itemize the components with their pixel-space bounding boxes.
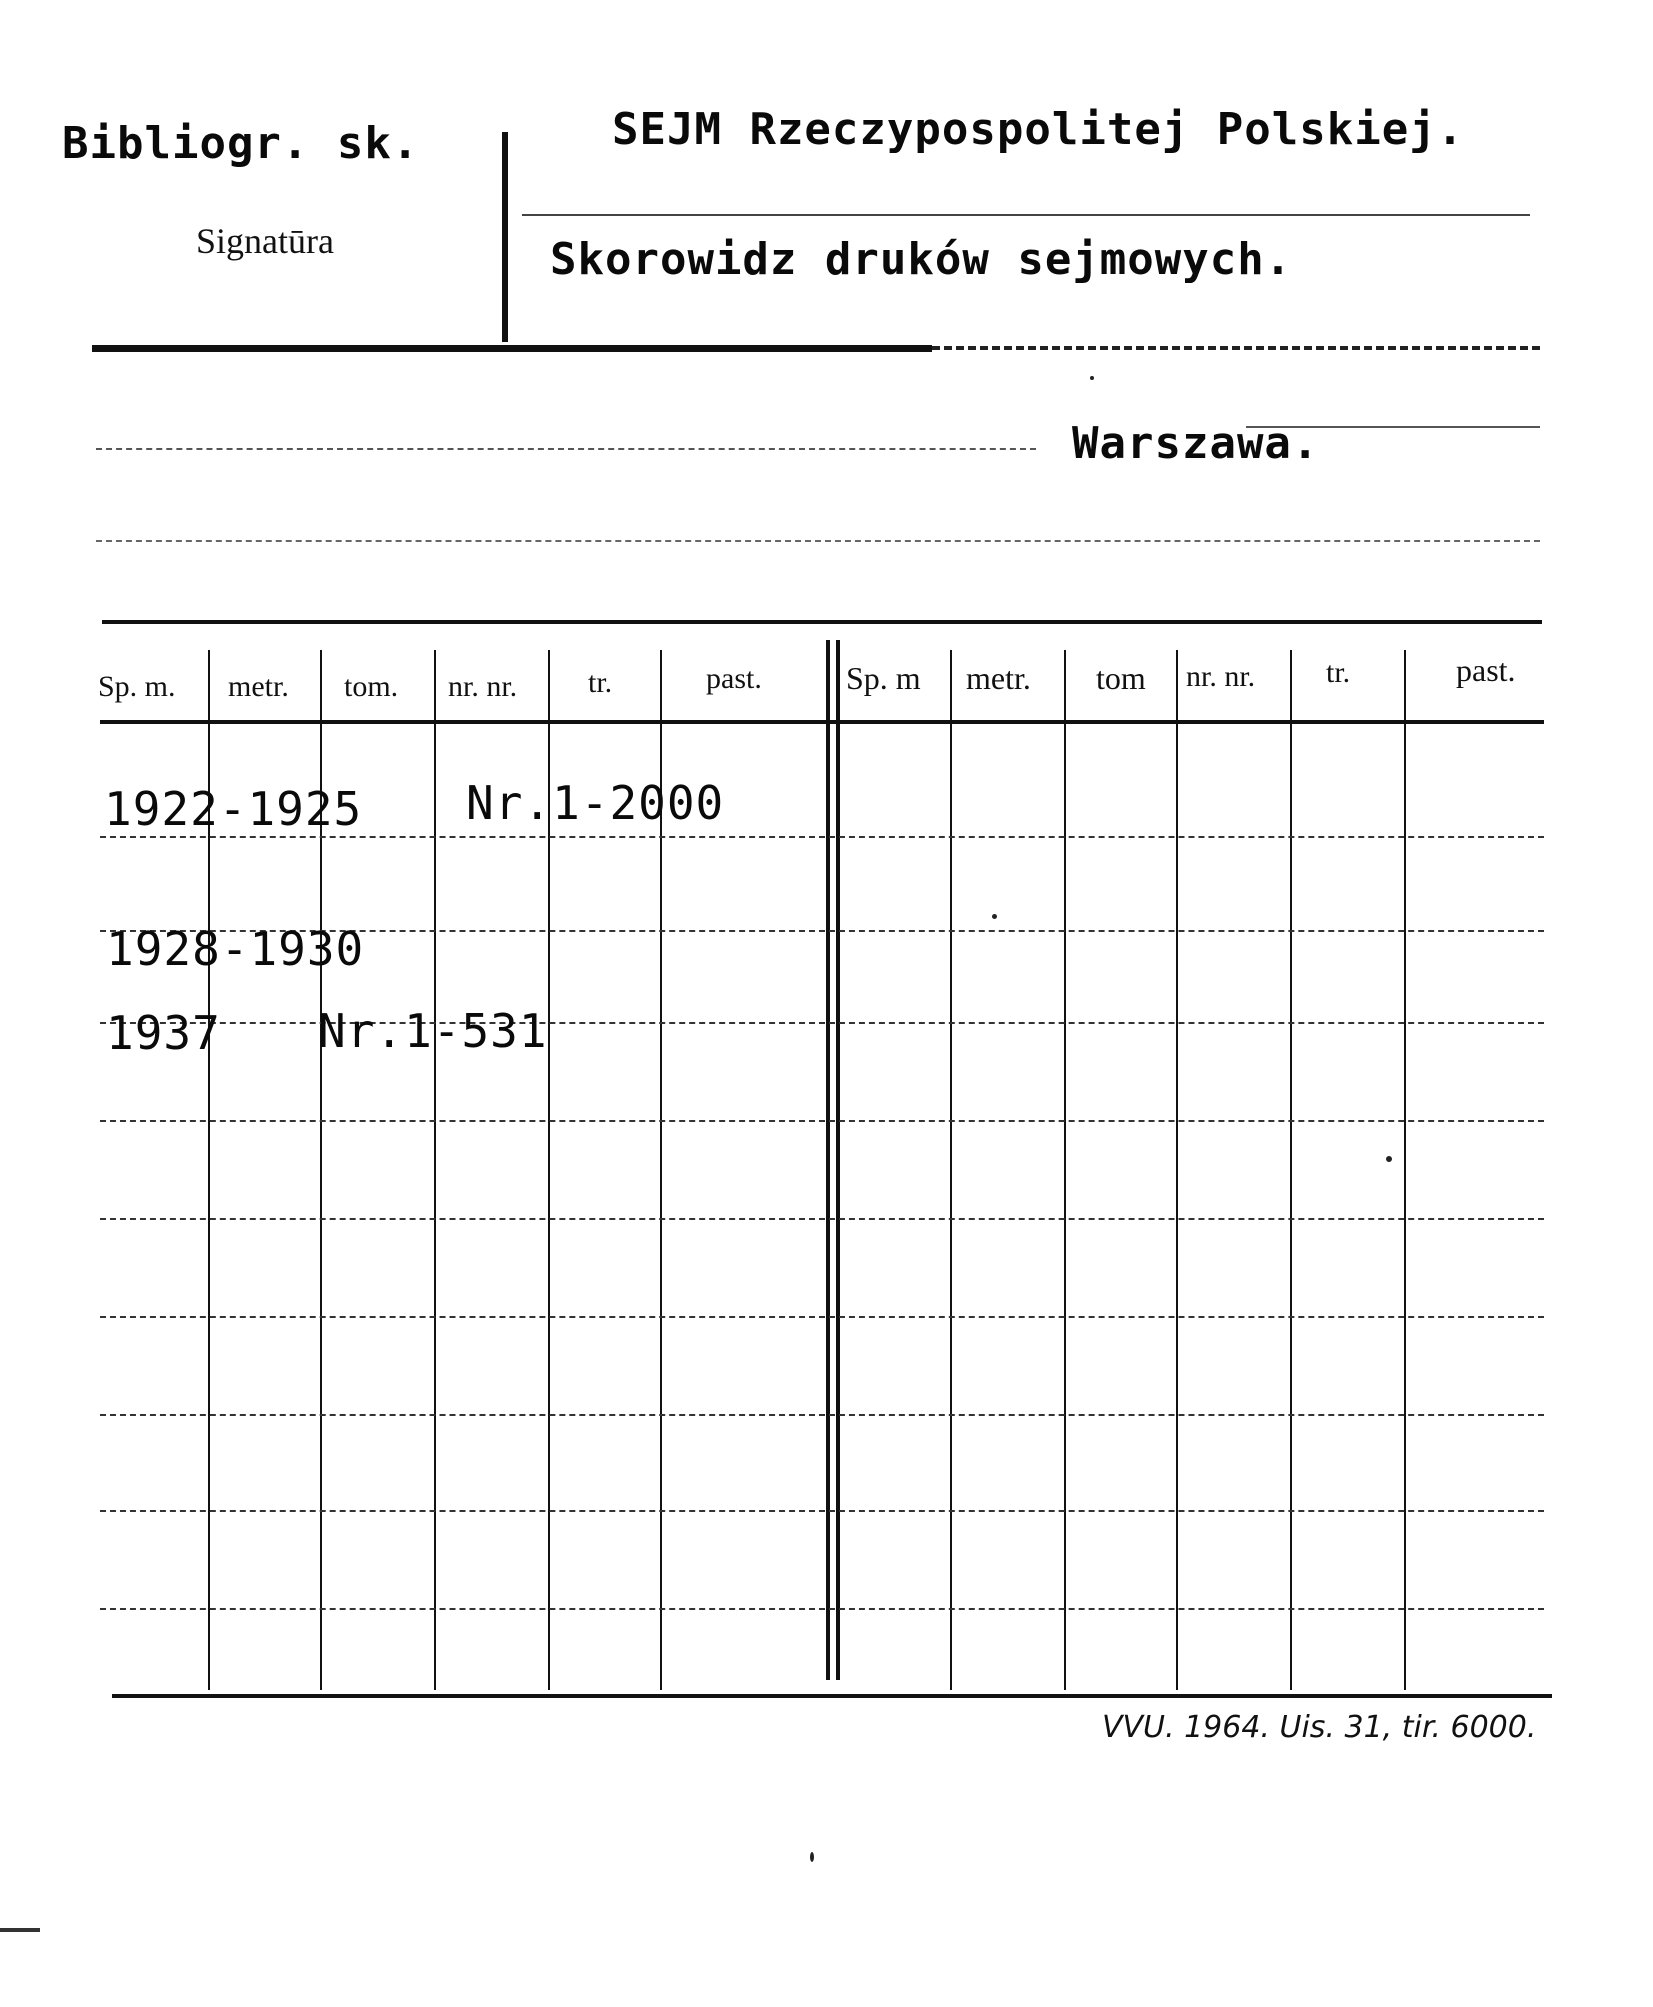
- document-title: Skorowidz druków sejmowych.: [550, 234, 1293, 285]
- table-top-border: [102, 620, 1542, 624]
- scan-speck: [992, 914, 997, 919]
- entry-numbers: Nr.1-531: [318, 1004, 548, 1058]
- col-header-past-left: past.: [706, 662, 762, 695]
- header-vertical-divider: [502, 132, 508, 342]
- bibliography-label: Bibliogr. sk.: [62, 118, 420, 169]
- entry-years: 1937: [106, 1006, 221, 1060]
- entry-years: 1928-1930: [106, 922, 365, 976]
- entry-numbers: Nr.1-2000: [466, 776, 725, 830]
- place-of-publication: Warszawa.: [1072, 418, 1320, 469]
- table-header-bottom-border: [100, 720, 1544, 724]
- row-rule: [100, 1316, 1544, 1318]
- row-rule: [100, 836, 1544, 838]
- signature-label: Signatūra: [196, 221, 334, 261]
- col-divider: [1404, 650, 1406, 1690]
- row-rule: [100, 1608, 1544, 1610]
- col-header-tom-left: tom.: [344, 670, 399, 703]
- scan-speck: [1090, 376, 1094, 380]
- table-bottom-border: [112, 1694, 1552, 1698]
- col-header-nr-nr-left: nr. nr.: [448, 670, 518, 703]
- print-note: VVU. 1964. Uis. 31, tir. 6000.: [1102, 1710, 1537, 1745]
- title-rule: [522, 214, 1530, 216]
- row-rule: [100, 1414, 1544, 1416]
- table-center-divider-b: [836, 640, 840, 1680]
- col-divider: [1064, 650, 1066, 1690]
- col-divider: [1176, 650, 1178, 1690]
- row-rule: [100, 1218, 1544, 1220]
- table-center-divider-a: [826, 640, 830, 1680]
- col-divider: [1290, 650, 1292, 1690]
- col-header-nr-nr-right: nr. nr.: [1186, 660, 1256, 693]
- scan-mark: [0, 1928, 40, 1932]
- col-header-metr-left: metr.: [228, 670, 289, 703]
- col-header-sp-m-left: Sp. m.: [98, 670, 176, 703]
- row-rule: [100, 1022, 1544, 1024]
- col-divider: [434, 650, 436, 1690]
- scan-speck: [1386, 1156, 1392, 1162]
- col-header-sp-m-right: Sp. m: [846, 660, 921, 696]
- col-divider: [950, 650, 952, 1690]
- header-bottom-rule-faded: [932, 346, 1540, 350]
- row-rule: [100, 1510, 1544, 1512]
- place-rule-bottom: [96, 540, 1540, 542]
- row-rule: [100, 1120, 1544, 1122]
- institution-name: SEJM Rzeczypospolitej Polskiej.: [612, 104, 1465, 155]
- col-header-past-right: past.: [1456, 652, 1516, 688]
- col-header-metr-right: metr.: [966, 660, 1031, 696]
- header-bottom-rule: [92, 345, 932, 352]
- col-header-tr-right: tr.: [1326, 656, 1351, 689]
- scan-speck: [810, 1852, 814, 1862]
- entry-years: 1922-1925: [104, 782, 363, 836]
- place-rule-top: [96, 448, 1036, 450]
- col-header-tom-right: tom: [1096, 660, 1146, 696]
- col-header-tr-left: tr.: [588, 666, 613, 699]
